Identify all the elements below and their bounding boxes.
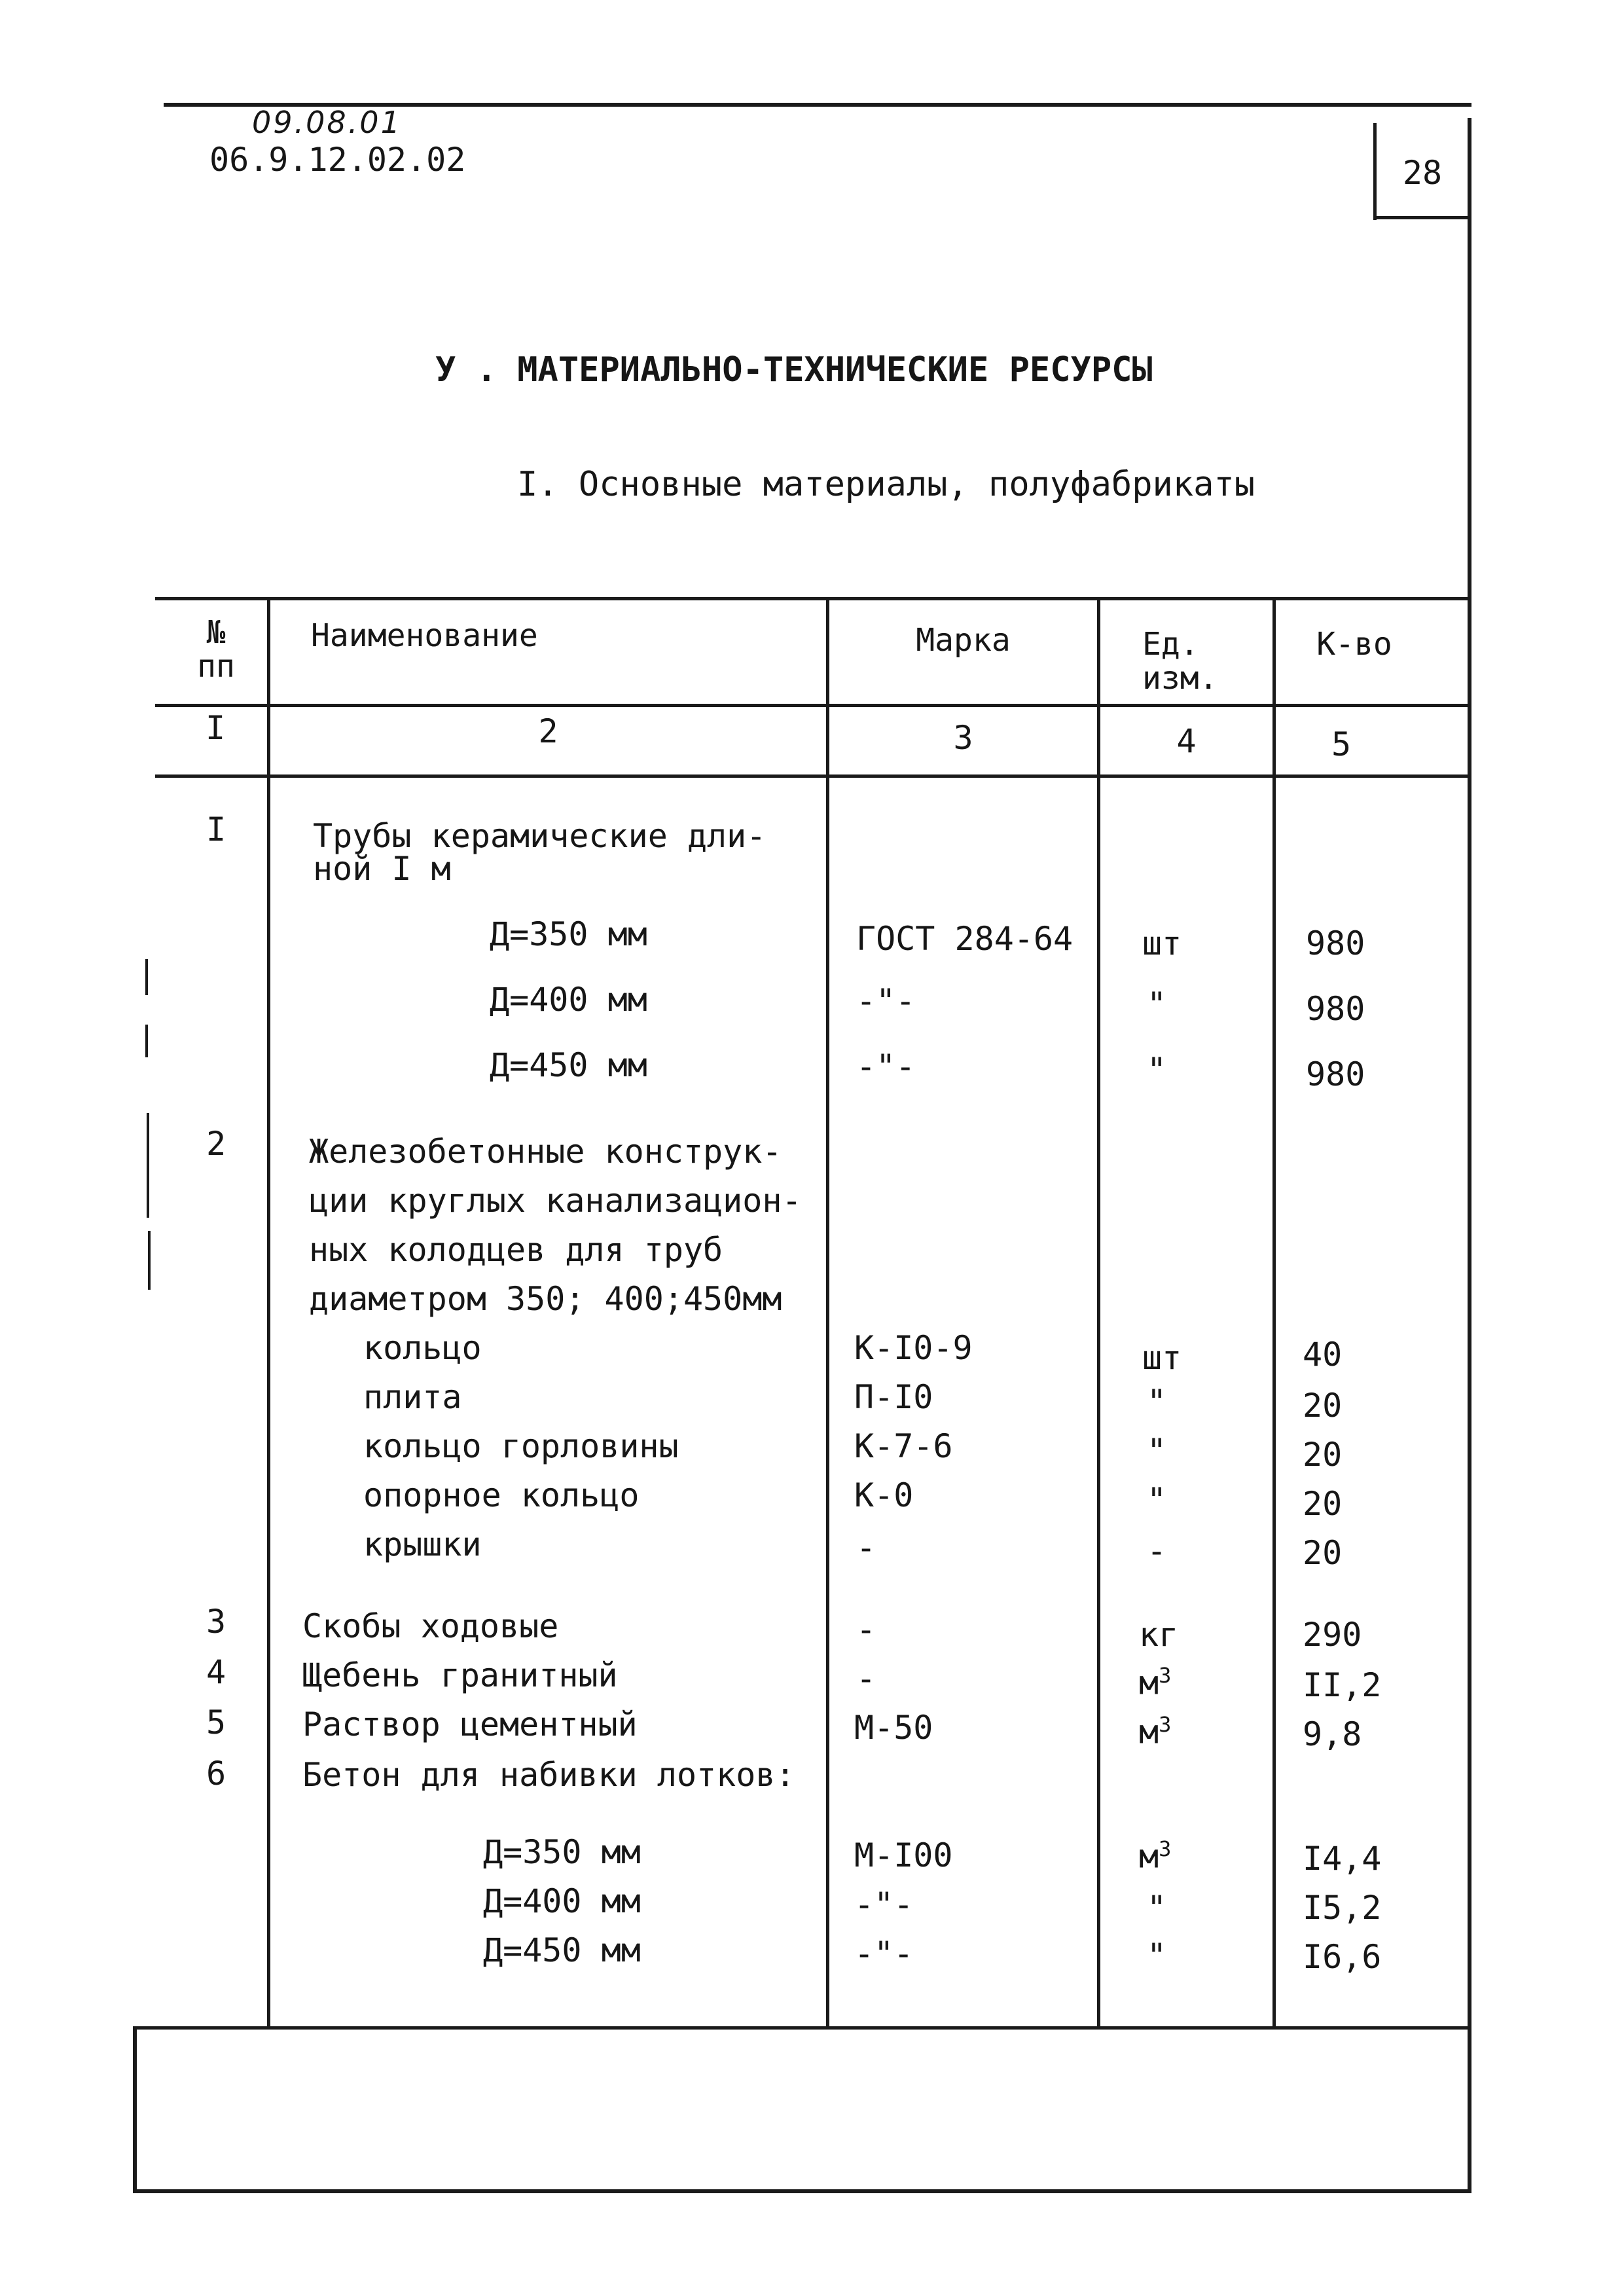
row-unit: " <box>1147 1481 1167 1519</box>
row-qty: 980 <box>1306 924 1365 962</box>
row-name: Железобетонные конструк- <box>309 1133 782 1171</box>
row-num: 6 <box>206 1755 226 1793</box>
colnum-1: I <box>205 709 226 747</box>
row-name: Трубы керамические дли- <box>313 817 767 855</box>
colnum-5: 5 <box>1331 725 1352 763</box>
unit-text: м <box>1139 1713 1159 1751</box>
row-name: Д=400 мм <box>483 1882 641 1920</box>
row-mark: М-50 <box>854 1709 933 1747</box>
row-qty: 20 <box>1303 1436 1343 1474</box>
row-name: ной I м <box>313 850 451 888</box>
row-name: Раствор цементный <box>302 1705 638 1743</box>
row-unit: - <box>1147 1532 1167 1570</box>
row-name: крышки <box>363 1525 482 1563</box>
row-qty: I6,6 <box>1303 1938 1382 1976</box>
row-name: Д=350 мм <box>483 1833 641 1871</box>
scan-mark <box>145 1025 148 1057</box>
unit-text: м <box>1139 1837 1159 1876</box>
unit-superscript: 3 <box>1159 1712 1172 1737</box>
scan-mark <box>145 959 148 995</box>
col-sep-1 <box>267 599 270 2030</box>
unit-superscript: 3 <box>1159 1663 1172 1688</box>
row-unit <box>1139 1663 1171 1702</box>
row-name: плита <box>363 1378 462 1416</box>
row-name: Д=450 мм <box>483 1931 641 1969</box>
row-name: Щебень гранитный <box>302 1656 618 1694</box>
row-num: 3 <box>206 1603 226 1641</box>
col-sep-2 <box>826 599 829 2030</box>
page-number: 28 <box>1402 154 1443 192</box>
row-mark: -"- <box>856 1048 916 1085</box>
unit-text: м <box>1139 1664 1159 1702</box>
row-name: Д=350 мм <box>490 915 647 953</box>
row-qty: 290 <box>1303 1616 1362 1654</box>
row-unit <box>1139 1712 1171 1751</box>
col-sep-4 <box>1272 599 1276 2030</box>
row-name: кольцо <box>363 1329 482 1367</box>
row-qty: I5,2 <box>1303 1889 1382 1927</box>
col-sep-3 <box>1097 599 1100 2030</box>
frame-left <box>133 2026 137 2193</box>
unit-superscript: 3 <box>1159 1836 1172 1861</box>
header-num: № пп <box>197 614 235 685</box>
row-num: I <box>206 811 226 848</box>
row-name: Бетон для набивки лотков: <box>302 1756 795 1794</box>
row-mark: П-I0 <box>854 1378 933 1416</box>
row-mark: К-I0-9 <box>854 1329 973 1367</box>
colnum-2: 2 <box>538 712 558 750</box>
row-name: Скобы ходовые <box>302 1607 559 1645</box>
row-mark: -"- <box>856 982 916 1020</box>
row-name: опорное кольцо <box>363 1476 640 1514</box>
handwritten-code: 09.08.01 <box>252 105 402 140</box>
row-num: 4 <box>206 1653 226 1691</box>
frame-right <box>1468 118 1471 2193</box>
row-mark: - <box>856 1529 876 1567</box>
row-qty: 20 <box>1303 1387 1343 1425</box>
row-unit: " <box>1147 1051 1167 1089</box>
row-unit: шт <box>1142 924 1182 962</box>
row-qty: 980 <box>1306 990 1365 1028</box>
colnum-3: 3 <box>953 719 973 757</box>
row-qty: I4,4 <box>1303 1840 1382 1878</box>
colnum-4: 4 <box>1176 722 1197 760</box>
row-mark: - <box>856 1660 876 1698</box>
row-unit: " <box>1147 1889 1167 1927</box>
header-qty: К-во <box>1316 626 1392 663</box>
scan-mark <box>147 1113 149 1218</box>
header-mark: Марка <box>916 622 1011 659</box>
row-name: ции круглых канализацион- <box>309 1182 802 1220</box>
pgbox-bottom <box>1373 216 1471 219</box>
row-mark: -"- <box>854 1935 914 1973</box>
row-num: 2 <box>206 1125 226 1163</box>
row-qty: 20 <box>1303 1485 1343 1523</box>
row-unit <box>1139 1836 1171 1876</box>
row-mark: К-7-6 <box>854 1427 953 1465</box>
row-mark: -"- <box>854 1886 914 1923</box>
frame-bottom <box>133 2189 1471 2193</box>
header-unit: Ед. изм. <box>1142 626 1218 697</box>
row-num: 5 <box>206 1704 226 1741</box>
header-name: Наименование <box>311 617 538 654</box>
row-mark: - <box>856 1611 876 1649</box>
row-name: кольцо горловины <box>363 1427 679 1465</box>
row-name: ных колодцев для труб <box>309 1231 723 1269</box>
row-qty: II,2 <box>1303 1666 1382 1704</box>
section-title: У . МАТЕРИАЛЬНО-ТЕХНИЧЕСКИЕ РЕСУРСЫ <box>435 350 1153 390</box>
row-unit: " <box>1147 985 1167 1023</box>
row-qty: 9,8 <box>1303 1715 1362 1753</box>
row-mark: ГОСТ 284-64 <box>856 920 1074 958</box>
subsection-title: I. Основные материалы, полуфабрикаты <box>517 465 1255 504</box>
row-qty: 20 <box>1303 1534 1343 1572</box>
scan-mark <box>148 1231 151 1290</box>
row-unit: шт <box>1142 1339 1182 1377</box>
row-mark: К-0 <box>854 1476 914 1514</box>
row-unit: " <box>1147 1383 1167 1421</box>
row-name: Д=450 мм <box>490 1046 647 1084</box>
table-bottom-rule <box>133 2026 1471 2030</box>
row-mark: М-I00 <box>854 1836 953 1874</box>
row-unit: " <box>1147 1432 1167 1470</box>
document-code: 06.9.12.02.02 <box>209 141 466 179</box>
row-qty: 980 <box>1306 1055 1365 1093</box>
row-name: диаметром 350; 400;450мм <box>309 1280 782 1318</box>
row-unit: " <box>1147 1937 1167 1975</box>
row-name: Д=400 мм <box>490 981 647 1019</box>
row-unit: кг <box>1139 1616 1179 1654</box>
row-qty: 40 <box>1303 1336 1343 1374</box>
